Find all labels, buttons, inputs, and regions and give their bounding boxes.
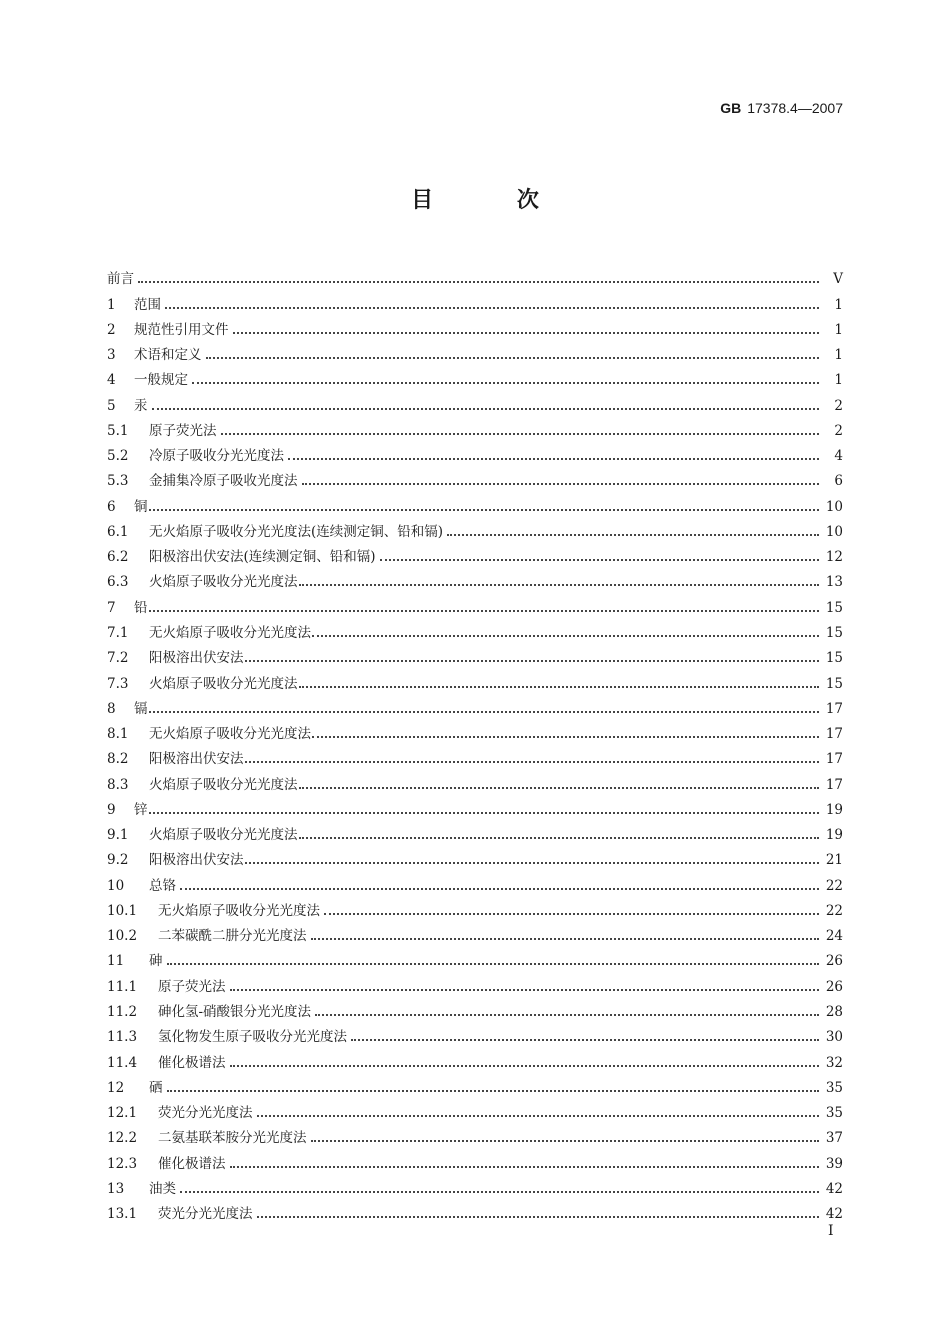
toc-entry[interactable] [107,767,843,792]
toc-entry-number: 7.2 [107,650,129,667]
toc-entry[interactable] [107,793,843,818]
dot-leader [149,701,820,713]
toc-entry-title: 二苯碳酰二肼分光光度法 [158,928,307,945]
toc-entry-page: 17 [825,700,843,717]
dot-leader [299,777,820,789]
dot-leader [245,852,820,864]
toc-entry-number: 11.1 [107,978,138,995]
table-of-contents [107,262,843,1222]
toc-entry-number: 8.2 [107,751,129,768]
toc-entry-title: 阳极溶出伏安法(连续测定铜、铅和镉) [149,549,376,566]
toc-entry-title: 无火焰原子吸收分光光度法 [149,624,311,641]
dot-leader [245,650,820,662]
toc-entry-title: 金捕集冷原子吸收光度法 [149,473,298,490]
toc-entry-number: 1 [107,296,116,313]
toc-entry-title: 油类 [149,1180,176,1197]
toc-entry[interactable] [107,818,843,843]
dot-leader [230,979,820,991]
toc-entry[interactable] [107,969,843,994]
toc-entry[interactable] [107,1020,843,1045]
toc-entry-number: 4 [107,372,116,389]
toc-entry-page: 39 [825,1155,843,1172]
toc-entry-number: 10 [107,877,125,894]
toc-entry[interactable] [107,1197,843,1222]
toc-entry-title: 汞 [134,397,148,414]
standard-code: 17378.4—2007 [747,100,843,116]
dot-leader [380,549,819,561]
toc-entry-page: 21 [825,852,843,869]
dot-leader [152,398,820,410]
toc-entry-title: 火焰原子吸收分光光度法 [149,827,298,844]
toc-entry[interactable] [107,388,843,413]
toc-entry-page: 1 [834,321,843,338]
toc-entry-number: 8 [107,700,116,717]
dot-leader [138,271,819,283]
toc-entry-page: 1 [834,372,843,389]
toc-entry-number: 6 [107,498,116,515]
toc-entry-title: 规范性引用文件 [134,321,229,338]
toc-entry-title: 火焰原子吸收分光光度法 [149,776,298,793]
dot-leader [312,726,819,738]
dot-leader [299,676,820,688]
toc-entry-number: 12.2 [107,1130,138,1147]
toc-entry-page: 17 [825,726,843,743]
toc-entry[interactable] [107,1045,843,1070]
toc-entry[interactable] [107,515,843,540]
toc-entry-title: 荧光分光光度法 [158,1206,253,1223]
toc-entry[interactable] [107,919,843,944]
standard-prefix: GB [720,100,742,116]
toc-entry-title: 总铬 [149,877,176,894]
toc-entry-number: 6.3 [107,574,129,591]
toc-entry-title: 前言 [107,271,134,288]
toc-entry[interactable] [107,1146,843,1171]
dot-leader [288,448,819,460]
dot-leader [324,903,819,915]
toc-entry-title: 荧光分光光度法 [158,1105,253,1122]
toc-entry-title: 砷 [149,953,163,970]
toc-entry-title: 原子荧光法 [158,978,226,995]
toc-entry-number: 7 [107,599,116,616]
toc-entry[interactable] [107,843,843,868]
toc-entry-page: 28 [825,1003,843,1020]
toc-entry-page: V [833,271,843,288]
toc-entry-page: 2 [834,397,843,414]
toc-entry-number: 7.3 [107,675,129,692]
toc-entry-page: 32 [825,1054,843,1071]
toc-entry-page: 19 [825,801,843,818]
toc-entry[interactable] [107,666,843,691]
toc-entry[interactable] [107,1121,843,1146]
toc-entry[interactable] [107,641,843,666]
toc-entry-number: 11.2 [107,1003,138,1020]
toc-entry[interactable] [107,439,843,464]
toc-entry-page: 10 [825,498,843,515]
toc-entry-page: 30 [825,1029,843,1046]
toc-entry[interactable] [107,287,843,312]
dot-leader [149,802,820,814]
toc-entry-title: 催化极谱法 [158,1155,226,1172]
dot-leader [299,574,820,586]
dot-leader [230,1055,820,1067]
dot-leader [257,1105,820,1117]
toc-entry-page: 6 [834,473,843,490]
toc-entry-title: 无火焰原子吸收分光光度法 [158,902,320,919]
toc-entry-number: 11.4 [107,1054,138,1071]
toc-entry[interactable] [107,1071,843,1096]
toc-entry-title: 火焰原子吸收分光光度法 [149,675,298,692]
dot-leader [221,423,820,435]
toc-entry-title: 无火焰原子吸收分光光度法 [149,726,311,743]
toc-entry-number: 5.3 [107,473,129,490]
dot-leader [167,953,820,965]
toc-entry-page: 1 [834,347,843,364]
toc-entry[interactable] [107,944,843,969]
toc-entry-page: 17 [825,751,843,768]
toc-entry-number: 9 [107,801,116,818]
dot-leader [233,322,820,334]
toc-entry-number: 12 [107,1079,125,1096]
toc-entry-number: 9.2 [107,852,129,869]
toc-entry-number: 8.3 [107,776,129,793]
toc-entry-page: 15 [825,675,843,692]
toc-entry-page: 12 [825,549,843,566]
toc-entry[interactable] [107,1172,843,1197]
toc-entry[interactable] [107,540,843,565]
toc-entry-title: 铜 [134,498,148,515]
toc-entry-number: 7.1 [107,624,129,641]
toc-entry[interactable] [107,717,843,742]
toc-entry-title: 术语和定义 [134,347,202,364]
toc-entry-number: 3 [107,347,116,364]
toc-entry-number: 6.2 [107,549,129,566]
toc-entry-number: 13 [107,1180,125,1197]
toc-entry-title: 催化极谱法 [158,1054,226,1071]
toc-entry-page: 35 [825,1105,843,1122]
toc-entry-number: 6.1 [107,523,129,540]
dot-leader [312,625,819,637]
toc-entry-number: 2 [107,321,116,338]
toc-entry-page: 4 [834,448,843,465]
toc-entry-title: 二氨基联苯胺分光光度法 [158,1130,307,1147]
dot-leader [180,878,819,890]
toc-entry-title: 范围 [134,296,161,313]
toc-entry-number: 12.1 [107,1105,138,1122]
toc-entry-title: 铅 [134,599,148,616]
toc-entry[interactable] [107,995,843,1020]
toc-entry[interactable] [107,1096,843,1121]
toc-entry-page: 1 [834,296,843,313]
dot-leader [245,751,820,763]
dot-leader [299,827,820,839]
toc-entry-number: 5.1 [107,422,129,439]
toc-entry-title: 氢化物发生原子吸收分光光度法 [158,1029,347,1046]
page-number: I [828,1223,834,1239]
dot-leader [206,347,820,359]
toc-entry[interactable] [107,262,843,287]
toc-entry-title: 阳极溶出伏安法 [149,751,244,768]
toc-entry[interactable] [107,414,843,439]
toc-entry-page: 15 [825,599,843,616]
toc-entry[interactable] [107,464,843,489]
toc-entry-title: 冷原子吸收分光光度法 [149,448,284,465]
toc-entry-page: 13 [825,574,843,591]
toc-entry-title: 硒 [149,1079,163,1096]
toc-entry-number: 11 [107,953,125,970]
toc-entry-title: 火焰原子吸收分光光度法 [149,574,298,591]
toc-entry-title: 阳极溶出伏安法 [149,650,244,667]
toc-entry-title: 无火焰原子吸收分光光度法(连续测定铜、铅和镉) [149,523,444,540]
dot-leader [311,928,820,940]
toc-entry[interactable] [107,313,843,338]
toc-entry-page: 42 [825,1206,843,1223]
toc-entry[interactable] [107,338,843,363]
toc-entry-title: 一般规定 [134,372,188,389]
toc-entry[interactable] [107,489,843,514]
toc-entry-page: 26 [825,953,843,970]
toc-entry-title: 阳极溶出伏安法 [149,852,244,869]
toc-entry-page: 2 [834,422,843,439]
toc-entry-page: 26 [825,978,843,995]
toc-entry-title: 锌 [134,801,148,818]
toc-entry-page: 15 [825,650,843,667]
toc-entry-page: 19 [825,827,843,844]
dot-leader [311,1130,820,1142]
toc-entry[interactable] [107,868,843,893]
toc-entry-title: 镉 [134,700,148,717]
dot-leader [149,600,820,612]
toc-entry-number: 10.1 [107,902,138,919]
toc-entry[interactable] [107,692,843,717]
toc-entry-page: 10 [825,523,843,540]
toc-entry-page: 24 [825,928,843,945]
dot-leader [315,1004,819,1016]
toc-entry-number: 11.3 [107,1029,138,1046]
toc-entry[interactable] [107,590,843,615]
toc-entry-number: 12.3 [107,1155,138,1172]
toc-entry[interactable] [107,616,843,641]
toc-entry-number: 9.1 [107,827,129,844]
dot-leader [447,524,819,536]
toc-entry-page: 42 [825,1180,843,1197]
toc-entry-number: 13.1 [107,1206,138,1223]
dot-leader [149,499,820,511]
toc-entry-page: 17 [825,776,843,793]
toc-entry-title: 砷化氢-硝酸银分光光度法 [158,1003,312,1020]
toc-entry[interactable] [107,742,843,767]
toc-entry-title: 原子荧光法 [149,422,217,439]
dot-leader [257,1206,820,1218]
toc-entry-page: 22 [825,877,843,894]
toc-entry[interactable] [107,565,843,590]
toc-entry-number: 5.2 [107,448,129,465]
toc-entry-page: 15 [825,624,843,641]
toc-entry-page: 22 [825,902,843,919]
dot-leader [180,1181,819,1193]
page-title: 目 次 [411,187,577,213]
toc-entry-number: 10.2 [107,928,138,945]
dot-leader [302,473,820,485]
dot-leader [351,1029,819,1041]
dot-leader [192,372,819,384]
toc-entry-number: 8.1 [107,726,129,743]
dot-leader [167,1080,820,1092]
toc-entry[interactable] [107,363,843,388]
standard-number [720,100,843,116]
toc-entry-page: 35 [825,1079,843,1096]
dot-leader [230,1156,820,1168]
dot-leader [165,297,819,309]
toc-entry-page: 37 [825,1130,843,1147]
toc-entry[interactable] [107,894,843,919]
toc-entry-number: 5 [107,397,116,414]
